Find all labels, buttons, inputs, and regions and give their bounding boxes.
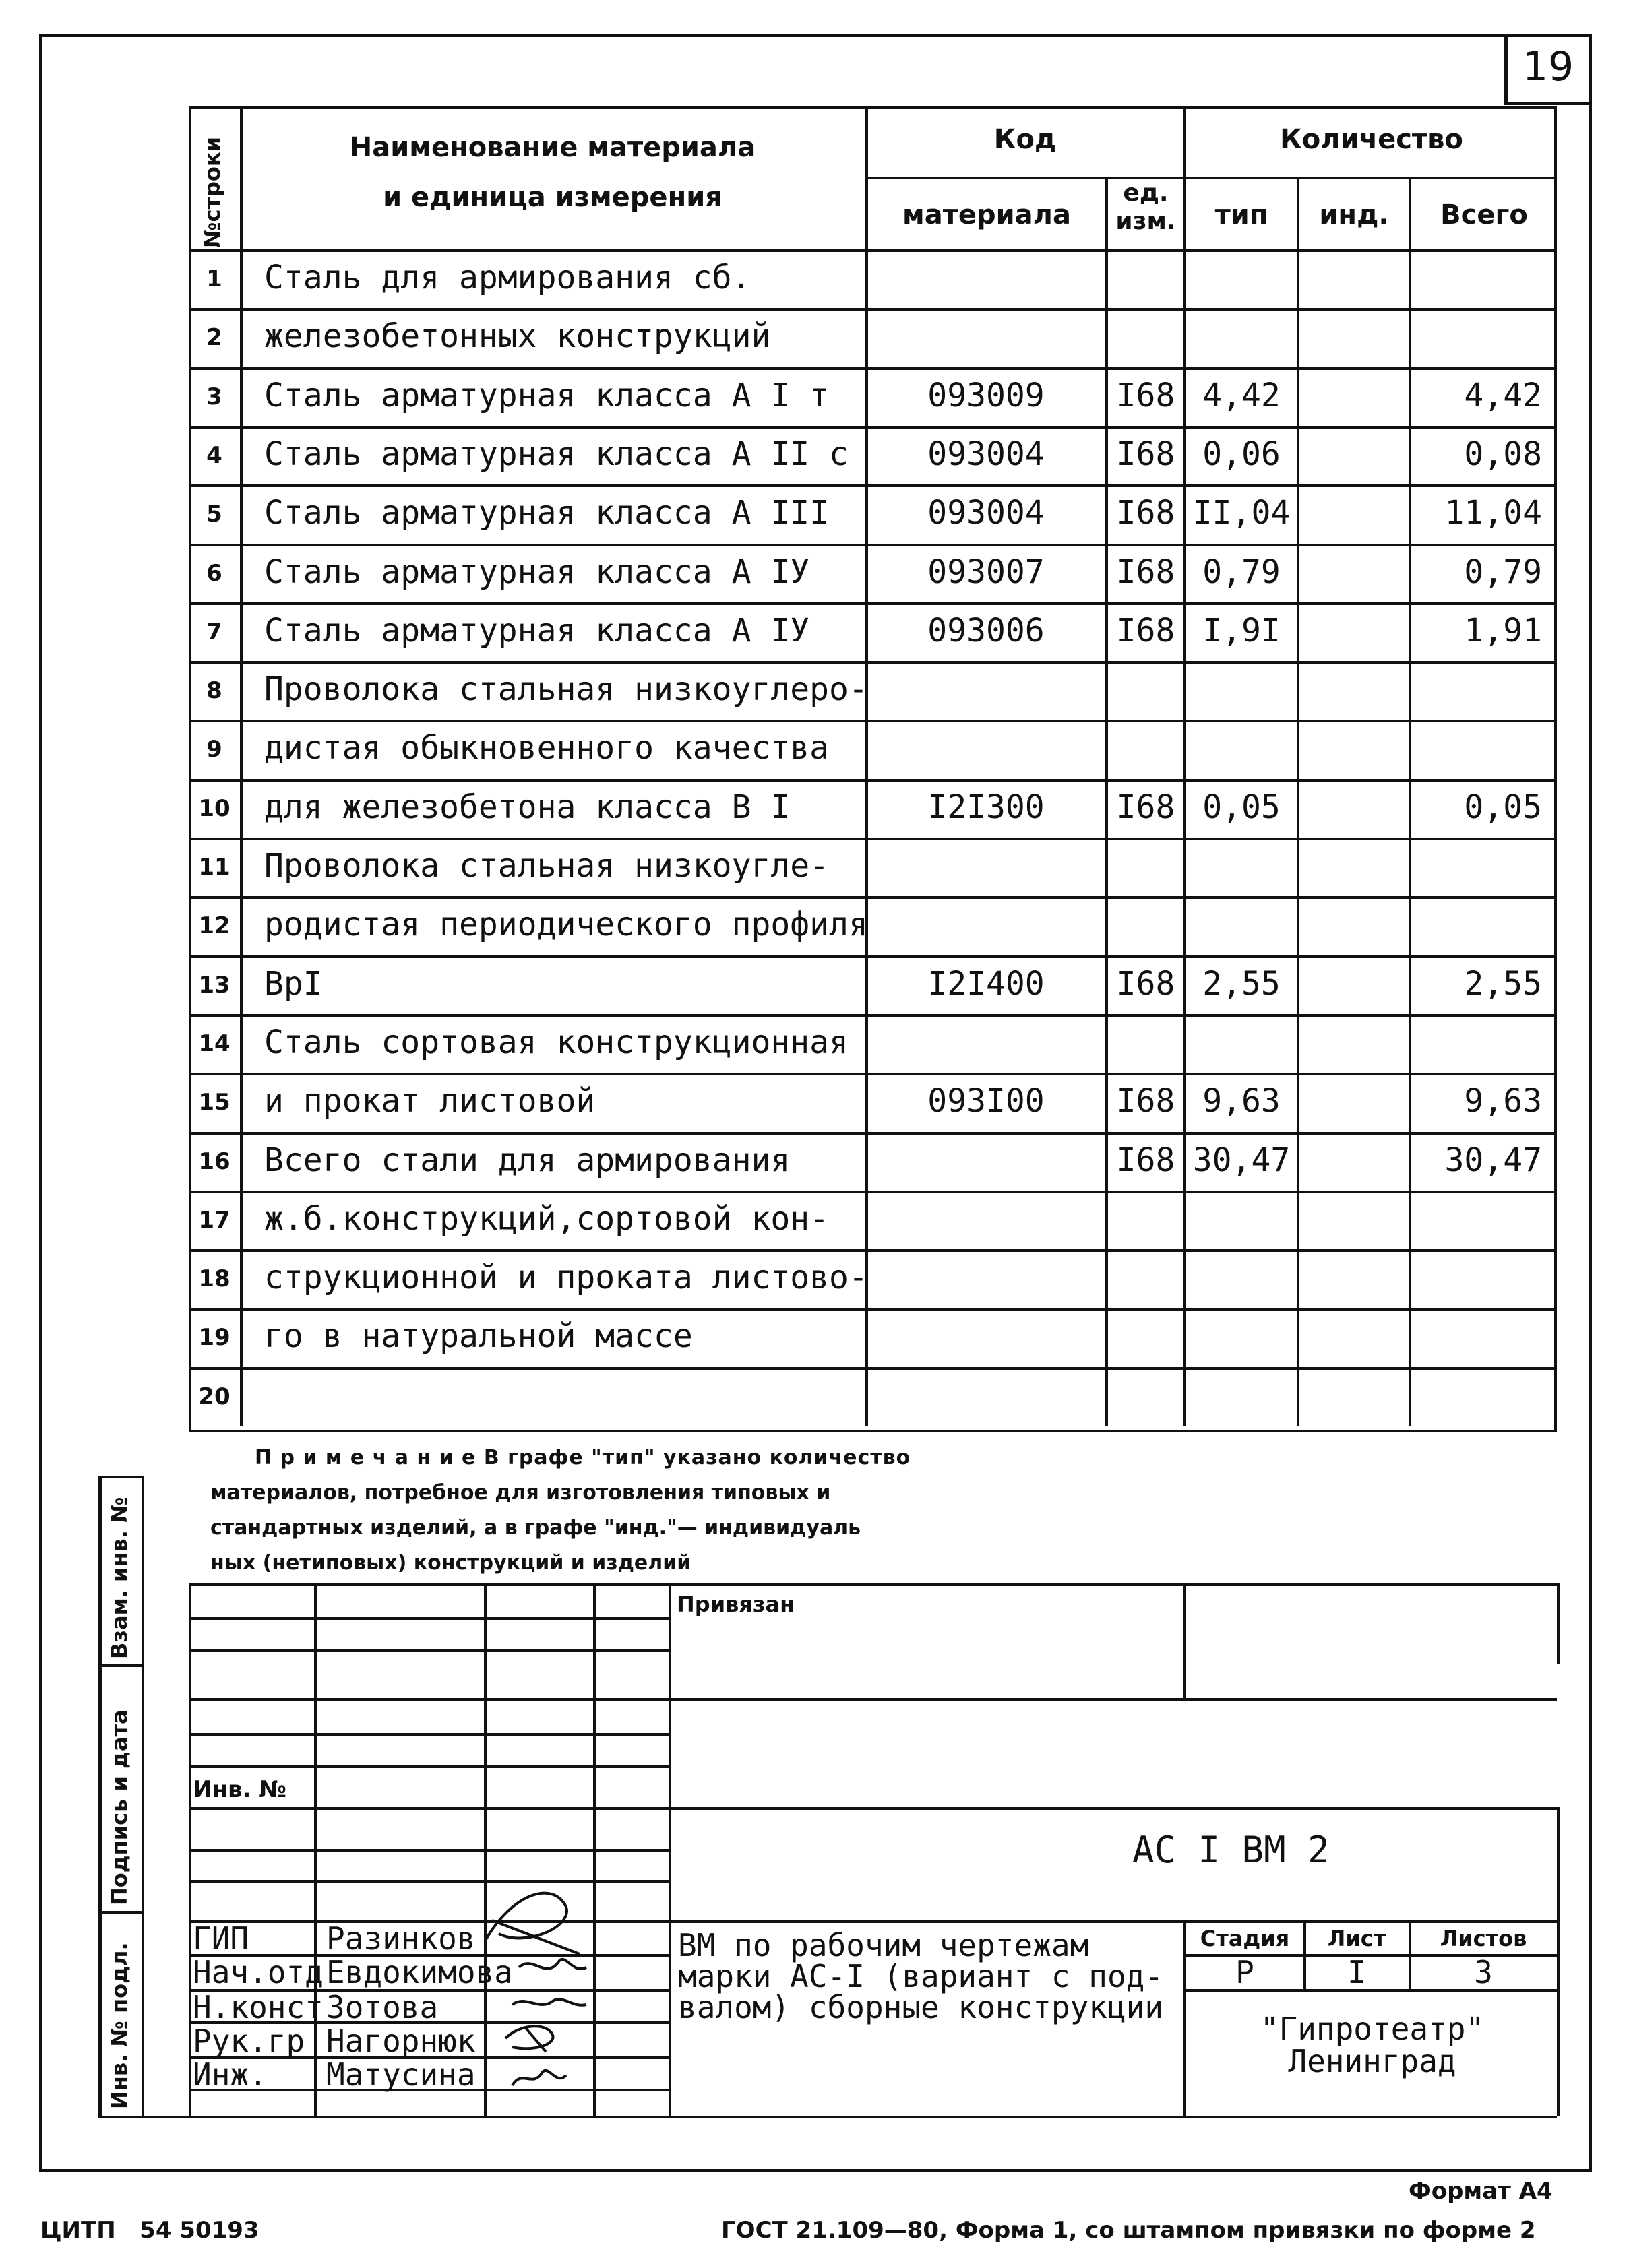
row-line	[189, 779, 1557, 782]
row-line	[189, 838, 1557, 840]
header-quantity: Количество	[1280, 124, 1463, 155]
row-total: 0,05	[1464, 788, 1542, 826]
side-strip-sep1	[98, 1664, 142, 1667]
signatory-name: Евдокимова	[326, 1954, 513, 1990]
row-line	[189, 602, 1557, 605]
row-line	[189, 1073, 1557, 1075]
row-number: 14	[198, 1030, 230, 1057]
row-total: 4,42	[1464, 377, 1542, 414]
signatory-role: Н.конст	[193, 1989, 324, 2025]
header-sub-line	[865, 177, 1557, 179]
col-line-rowno	[240, 106, 243, 1426]
col-line-type	[1183, 106, 1186, 1426]
col-line-code	[865, 106, 868, 1426]
row-number: 16	[198, 1148, 230, 1175]
row-name: ж.б.конструкций,сортовой кон-	[264, 1200, 830, 1238]
row-line	[189, 955, 1557, 958]
title-area-top	[669, 1920, 1557, 1923]
stamp-grid-line	[189, 1617, 669, 1620]
code-area-top	[669, 1807, 1557, 1810]
row-line	[189, 367, 1557, 370]
row-type: I,9I	[1202, 612, 1281, 650]
side-label-sign-date: Подпись и дата	[106, 1709, 132, 1905]
row-number: 13	[198, 972, 230, 999]
header-bottom-line	[189, 249, 1557, 252]
sheet-value: I	[1347, 1954, 1366, 1990]
privyazan-label: Привязан	[677, 1592, 795, 1617]
row-code: I2I400	[927, 965, 1045, 1003]
page-number: 19	[1522, 43, 1574, 90]
header-type: тип	[1214, 199, 1268, 230]
sheet-label: Лист	[1327, 1926, 1386, 1951]
privyazan-divider	[1183, 1583, 1186, 1698]
row-total: 0,08	[1464, 435, 1542, 473]
side-strip-left	[98, 1476, 102, 2116]
row-name: дистая обыкновенного качества	[264, 729, 830, 767]
row-name: BpI	[264, 965, 323, 1003]
row-code: 093007	[927, 553, 1045, 591]
row-name: Сталь для армирования сб.	[264, 259, 751, 296]
row-name: Сталь арматурная класса А III	[264, 494, 830, 532]
row-type: 0,05	[1202, 788, 1281, 826]
signatory-role: Нач.отд	[193, 1954, 324, 1990]
row-name: Проволока стальная низкоуглеро-	[264, 670, 868, 708]
stamp-grid-line	[189, 1849, 669, 1852]
row-number: 1	[206, 265, 222, 292]
signatory-name: Матусина	[326, 2056, 476, 2093]
row-total: 30,47	[1444, 1141, 1542, 1179]
row-number: 11	[198, 854, 230, 881]
side-label-inv-podl: Инв. № подл.	[106, 1942, 132, 2109]
sheets-value: 3	[1474, 1954, 1493, 1990]
row-number: 20	[198, 1383, 230, 1410]
row-code: 093009	[927, 377, 1045, 414]
row-unit: I68	[1116, 788, 1175, 826]
row-type: 4,42	[1202, 377, 1281, 414]
signatory-name: Зотова	[326, 1989, 439, 2025]
signatory-role: Рук.гр	[193, 2023, 305, 2059]
row-number: 19	[198, 1324, 230, 1351]
row-line	[189, 1367, 1557, 1370]
row-line	[189, 1249, 1557, 1252]
signature-matusina	[512, 2071, 566, 2085]
row-line	[189, 544, 1557, 546]
note-line4: ных (нетиповых) конструкций и изделий	[210, 1551, 691, 1575]
row-number: 17	[198, 1207, 230, 1234]
header-row-no: №строки	[199, 136, 225, 248]
format-label: Формат А4	[1409, 2178, 1553, 2205]
row-name: Сталь арматурная класса А IУ	[264, 612, 810, 650]
row-unit: I68	[1116, 1082, 1175, 1120]
row-unit: I68	[1116, 435, 1175, 473]
row-unit: I68	[1116, 1141, 1175, 1179]
stamp-grid-line	[189, 1807, 669, 1810]
stamp-grid-line	[189, 1649, 669, 1652]
row-line	[189, 1191, 1557, 1193]
row-unit: I68	[1116, 965, 1175, 1003]
stamp-right-lower	[1557, 1807, 1560, 2116]
row-number: 10	[198, 795, 230, 822]
note-line2: материалов, потребное для изготовления типовых и	[210, 1481, 831, 1505]
row-line	[189, 1308, 1557, 1311]
row-type: 0,06	[1202, 435, 1281, 473]
row-number: 2	[206, 324, 222, 351]
row-number: 5	[206, 501, 222, 528]
row-unit: I68	[1116, 494, 1175, 532]
stamp-right-edge	[1557, 1583, 1560, 1664]
header-unit: ед. изм.	[1115, 179, 1176, 235]
inv-no-label: Инв. №	[193, 1776, 287, 1803]
signatory-name: Нагорнюк	[326, 2023, 476, 2059]
row-code: 093I00	[927, 1082, 1045, 1120]
row-number: 12	[198, 912, 230, 939]
row-number: 9	[206, 736, 222, 763]
row-total: 2,55	[1464, 965, 1542, 1003]
signature-evdokimova	[519, 1959, 586, 1969]
row-name: Проволока стальная низкоугле-	[264, 847, 830, 885]
footer-left: ЦИТП 54 50193	[40, 2217, 259, 2244]
row-type: 9,63	[1202, 1082, 1281, 1120]
side-label-vzam: Взам. инв. №	[106, 1497, 132, 1659]
stage-label: Стадия	[1200, 1926, 1290, 1951]
row-total: 9,63	[1464, 1082, 1542, 1120]
stamp-top-line	[189, 1583, 1557, 1586]
row-name: Сталь арматурная класса А II с	[264, 435, 849, 473]
row-code: 093006	[927, 612, 1045, 650]
stage-divider	[1183, 1920, 1186, 2116]
signature-nagornyuk	[505, 2026, 553, 2052]
row-line	[189, 1014, 1557, 1017]
row-line	[189, 308, 1557, 311]
row-name: го в натуральной массе	[264, 1317, 693, 1355]
row-line	[189, 1132, 1557, 1135]
header-material: материала	[902, 199, 1071, 230]
title-line2: марки АС-I (вариант с под-	[678, 1958, 1164, 1994]
title-line3: валом) сборные конструкции	[678, 1989, 1164, 2025]
row-type: 0,79	[1202, 553, 1281, 591]
org-line1: "Гипротеатр"	[1260, 2011, 1485, 2047]
side-strip-right	[142, 1476, 144, 2116]
stamp-bottom-line	[98, 2116, 1557, 2118]
row-name: Сталь арматурная класса А IУ	[264, 553, 810, 591]
stage-value: Р	[1235, 1954, 1254, 1990]
row-number: 15	[198, 1089, 230, 1116]
signature-zotova	[512, 1999, 586, 2005]
signatory-name: Разинков	[326, 1920, 476, 1957]
row-name: и прокат листовой	[264, 1082, 596, 1120]
privyazan-bottom	[669, 1698, 1557, 1701]
note-line1: П р и м е ч а н и е В графе "тип" указано количество	[255, 1446, 911, 1470]
row-name: Сталь сортовая конструкционная	[264, 1023, 849, 1061]
row-code: I2I300	[927, 788, 1045, 826]
side-strip-sep2	[98, 1911, 142, 1914]
signatory-role: ГИП	[193, 1920, 249, 1957]
stamp-divider	[669, 1583, 671, 2116]
row-number: 7	[206, 619, 222, 645]
row-line	[189, 720, 1557, 722]
header-name-line2: и единица измерения	[383, 182, 722, 213]
signatory-role: Инж.	[193, 2056, 268, 2093]
row-name: родистая периодического профиля	[264, 906, 868, 943]
row-type: 30,47	[1192, 1141, 1291, 1179]
stamp-grid-line	[189, 1765, 669, 1768]
row-unit: I68	[1116, 612, 1175, 650]
row-name: железобетонных конструкций	[264, 317, 771, 355]
row-name: струкционной и проката листово-	[264, 1259, 868, 1296]
row-number: 18	[198, 1265, 230, 1292]
header-name-line1: Наименование материала	[349, 132, 756, 163]
row-name: Сталь арматурная класса А I т	[264, 377, 830, 414]
row-line	[189, 661, 1557, 664]
row-total: 11,04	[1444, 494, 1542, 532]
row-total: 0,79	[1464, 553, 1542, 591]
row-code: 093004	[927, 435, 1045, 473]
footer-right: ГОСТ 21.109—80, Форма 1, со штампом привязки по форме 2	[721, 2217, 1536, 2244]
title-line1: ВМ по рабочим чертежам	[678, 1927, 1089, 1963]
signatures	[472, 1866, 607, 2109]
row-line	[189, 896, 1557, 899]
row-name: Всего стали для армирования	[264, 1141, 791, 1179]
header-code: Код	[993, 124, 1057, 155]
row-number: 4	[206, 442, 222, 469]
header-total: Всего	[1440, 199, 1528, 230]
stamp-grid-line	[189, 1698, 669, 1701]
note-line3: стандартных изделий, а в графе "инд."— индивидуаль	[210, 1516, 861, 1540]
row-type: 2,55	[1202, 965, 1281, 1003]
row-line	[189, 484, 1557, 487]
row-type: II,04	[1192, 494, 1291, 532]
row-line	[189, 426, 1557, 429]
stamp-grid-line	[189, 1733, 669, 1736]
row-number: 6	[206, 560, 222, 587]
row-number: 3	[206, 383, 222, 410]
side-strip-top	[98, 1476, 142, 1478]
col-line-ind	[1297, 177, 1299, 1426]
org-line2: Ленинград	[1288, 2043, 1456, 2079]
doc-code: АС I ВМ 2	[1132, 1829, 1330, 1871]
row-total: 1,91	[1464, 612, 1542, 650]
row-unit: I68	[1116, 377, 1175, 414]
row-number: 8	[206, 677, 222, 704]
row-name: для железобетона класса В I	[264, 788, 791, 826]
header-ind: инд.	[1319, 199, 1389, 230]
row-unit: I68	[1116, 553, 1175, 591]
row-code: 093004	[927, 494, 1045, 532]
sheets-label: Листов	[1440, 1926, 1527, 1951]
signature-razinkov	[485, 1893, 580, 1954]
